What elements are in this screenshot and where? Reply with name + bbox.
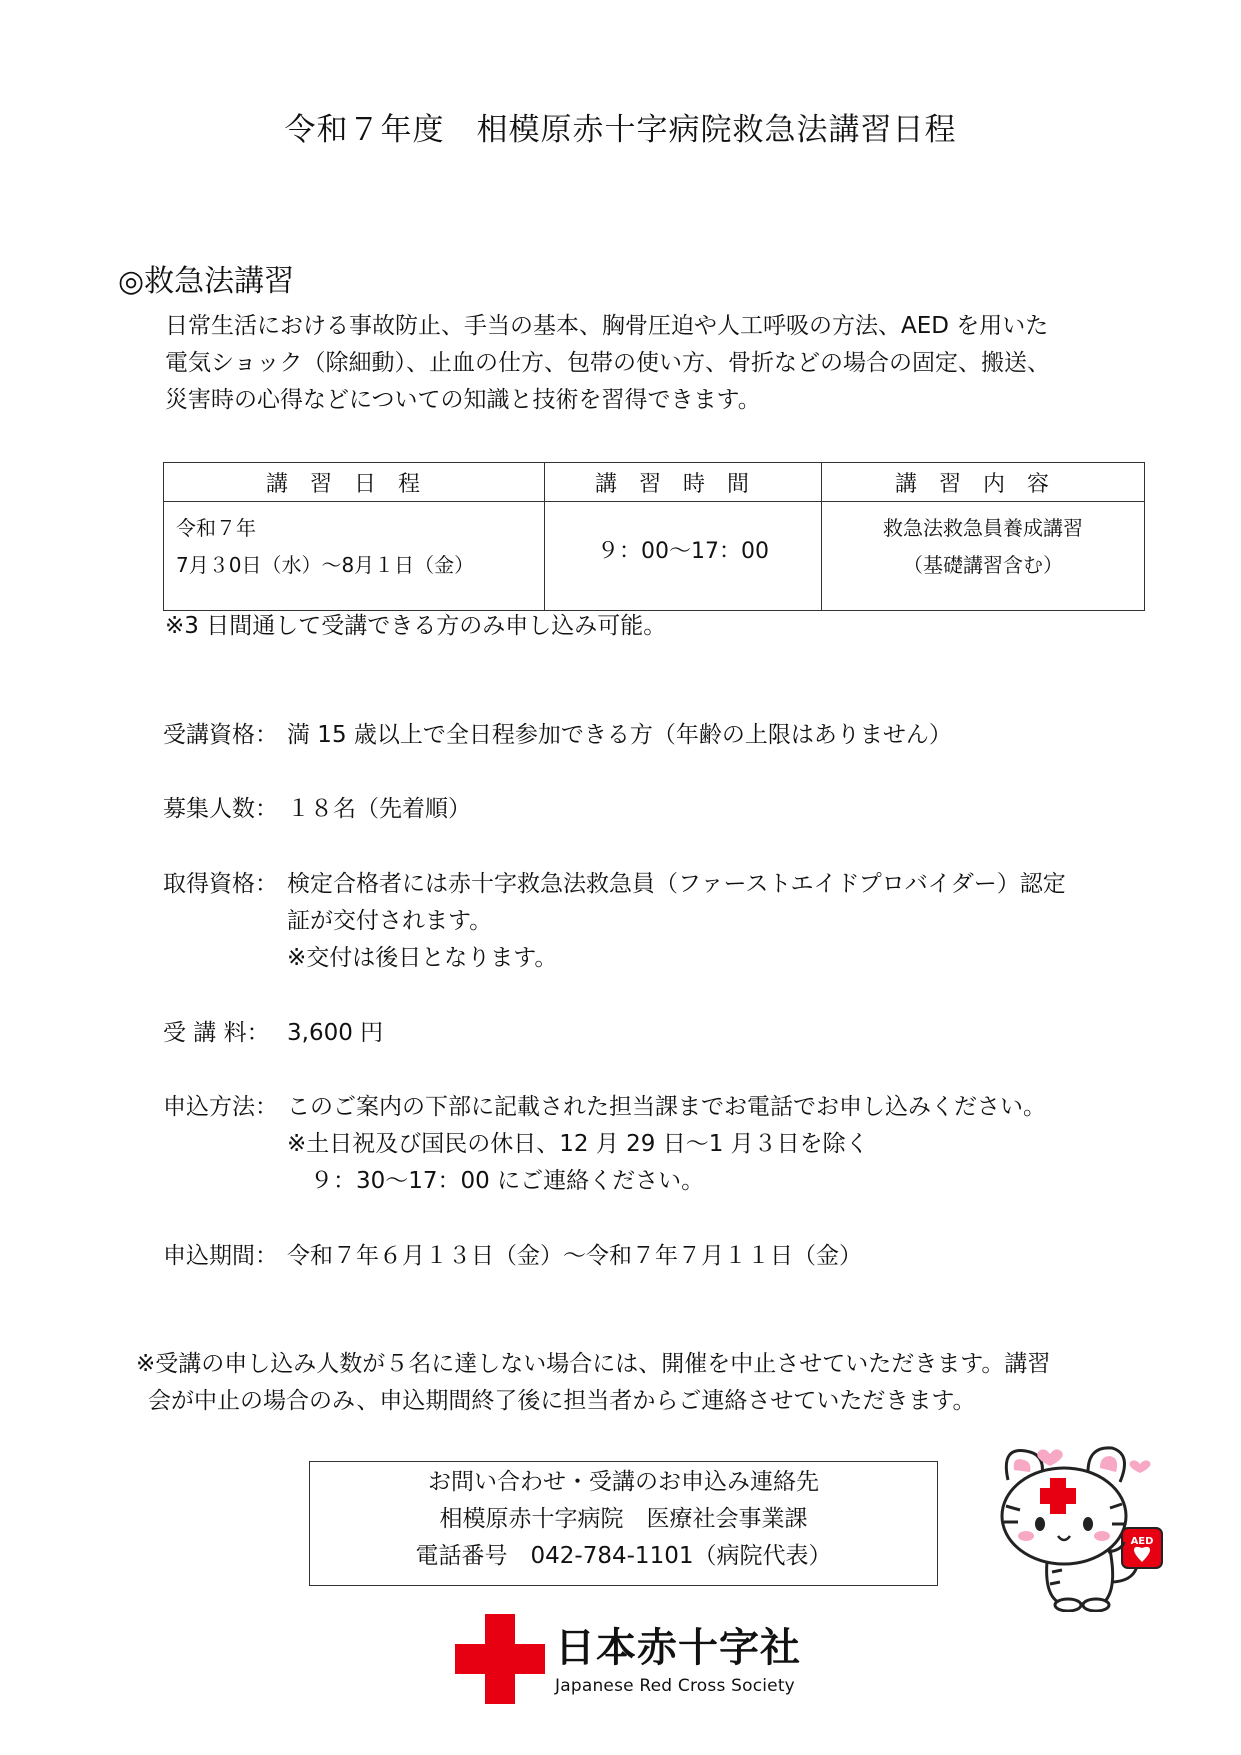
- apply-period-row: [163, 1238, 862, 1275]
- table-row: [164, 502, 1145, 611]
- capacity-label: 募集人数：: [163, 796, 278, 822]
- content-title: 救急法救急員養成講習: [883, 516, 1083, 540]
- fee-text: 3,600 円: [287, 1020, 384, 1046]
- three-day-note: ※3 日間通して受講できる方のみ申し込み可能。: [165, 613, 667, 639]
- cancel-note-line: ※受講の申し込み人数が５名に達しない場合には、開催を中止させていただきます。講習: [136, 1351, 1051, 1377]
- qualification-row: [163, 717, 952, 754]
- header-content: 講習内容: [822, 463, 1145, 502]
- cancel-note-line: 会が中止の場合のみ、申込期間終了後に担当者からご連絡させていただきます。: [148, 1388, 976, 1414]
- schedule-table: [163, 462, 1145, 611]
- fee-row: [163, 1015, 383, 1052]
- fee-label: 受 講 料：: [163, 1020, 270, 1046]
- apply-method-row: [163, 1089, 1046, 1200]
- apply-period-text: 令和７年６月１３日（金）～令和７年７月１１日（金）: [287, 1243, 862, 1269]
- certificate-text: 検定合格者には赤十字救急法救急員（ファーストエイドプロバイダー）認定: [287, 871, 1066, 897]
- date-range: 7月３0日（水）～8月１日（金）: [176, 553, 475, 577]
- intro-line: 電気ショック（除細動）、止血の仕方、包帯の使い方、骨折などの場合の固定、搬送、: [165, 350, 1051, 376]
- certificate-note: ※交付は後日となります。: [287, 945, 558, 971]
- contact-department: 相模原赤十字病院 医療社会事業課: [439, 1506, 808, 1532]
- table-header-row: [164, 463, 1145, 502]
- certificate-text-cont: 証が交付されます。: [287, 908, 493, 934]
- qualification-text: 満 15 歳以上で全日程参加できる方（年齢の上限はありません）: [287, 722, 952, 748]
- contact-heading: お問い合わせ・受講のお申込み連絡先: [428, 1469, 819, 1495]
- certificate-row: [163, 866, 1066, 977]
- time-cell: ９：00～17：00: [545, 502, 822, 611]
- apply-method-note: ※土日祝及び国民の休日、12 月 29 日～1 月３日を除く: [287, 1131, 869, 1157]
- content-subtitle: （基礎講習含む）: [903, 553, 1063, 577]
- certificate-label: 取得資格：: [163, 871, 278, 897]
- red-cross-logo: [455, 1614, 801, 1708]
- contact-phone: 電話番号 042-784-1101（病院代表）: [415, 1543, 832, 1569]
- section-heading: ◎救急法講習: [118, 264, 295, 299]
- cancel-note: [136, 1346, 1050, 1420]
- mascot-aed-label: AED: [1130, 1536, 1154, 1547]
- apply-period-label: 申込期間：: [163, 1243, 278, 1269]
- logo-english-name: Japanese Red Cross Society: [555, 1676, 795, 1696]
- capacity-row: [163, 791, 471, 828]
- intro-line: 日常生活における事故防止、手当の基本、胸骨圧迫や人工呼吸の方法、AED を用いた: [165, 313, 1049, 339]
- logo-name: 日本赤十字社: [555, 1625, 801, 1671]
- header-date: 講習日程: [164, 463, 545, 502]
- intro-line: 災害時の心得などについての知識と技術を習得できます。: [165, 387, 761, 413]
- intro-paragraph: [165, 308, 1050, 419]
- apply-method-label: 申込方法：: [163, 1094, 278, 1120]
- header-time: 講習時間: [545, 463, 822, 502]
- content-cell: [822, 502, 1145, 611]
- red-cross-icon: [455, 1614, 545, 1704]
- capacity-text: １８名（先着順）: [287, 796, 471, 822]
- mascot-illustration: [990, 1432, 1170, 1612]
- contact-box: [309, 1461, 938, 1586]
- qualification-label: 受講資格：: [163, 722, 278, 748]
- date-year: 令和７年: [176, 516, 256, 540]
- page-title: 令和７年度 相模原赤十字病院救急法講習日程: [284, 112, 957, 148]
- apply-method-text: このご案内の下部に記載された担当課までお電話でお申し込みください。: [287, 1094, 1046, 1120]
- date-cell: [164, 502, 545, 611]
- apply-method-hours: ９：30～17：00 にご連絡ください。: [310, 1168, 705, 1194]
